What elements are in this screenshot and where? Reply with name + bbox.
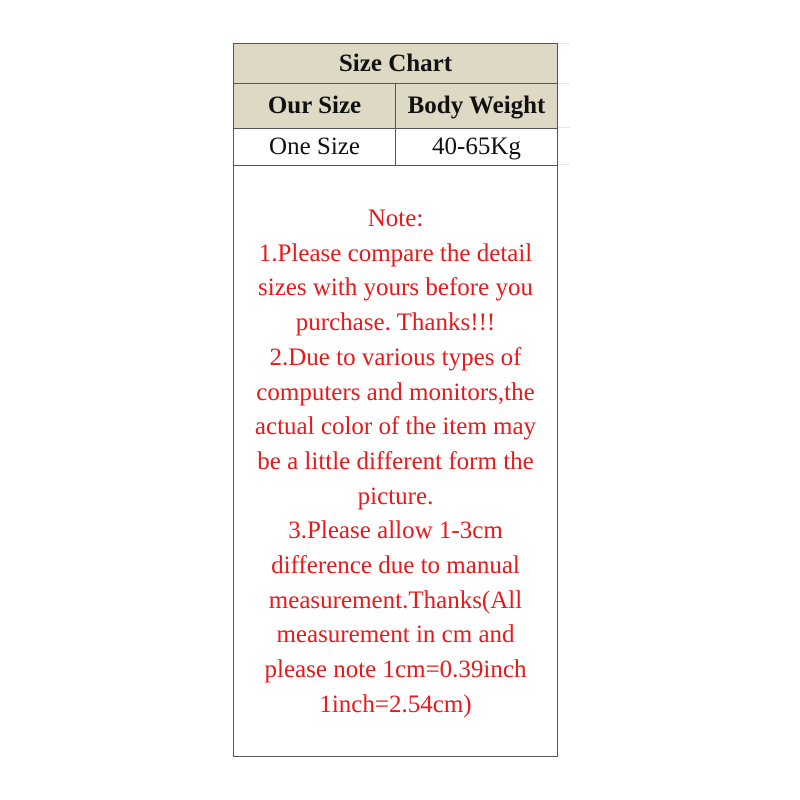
gridline — [558, 127, 570, 128]
note-line: 1inch=2.54cm) — [319, 690, 472, 718]
note-line: measurement.Thanks(All — [268, 586, 523, 614]
note-line: difference due to manual — [271, 552, 520, 580]
size-chart — [233, 43, 558, 757]
note-line: 2.Due to various types of — [269, 343, 522, 371]
note-line: be a little different form the — [257, 447, 534, 475]
header-row — [234, 84, 557, 129]
size-chart-title: Size Chart — [234, 44, 557, 84]
note-line: measurement in cm and — [276, 621, 515, 649]
cell-size: One Size — [234, 129, 396, 166]
note-block — [234, 202, 557, 723]
note-line: 1.Please compare the detail — [258, 239, 533, 267]
note-line: purchase. Thanks!!! — [295, 309, 496, 337]
column-header-our-size: Our Size — [234, 84, 396, 129]
note-line: Note: — [367, 205, 424, 232]
note-line: actual color of the item may — [254, 413, 537, 441]
note-line: sizes with yours before you — [258, 274, 533, 302]
note-line: computers and monitors,the — [256, 378, 535, 406]
gridline — [558, 83, 570, 84]
column-header-body-weight: Body Weight — [396, 84, 558, 129]
title-row — [234, 44, 557, 84]
gridline — [558, 43, 570, 44]
note-line: picture. — [357, 482, 434, 510]
table-row — [234, 129, 557, 166]
size-table — [234, 44, 557, 166]
gridline — [558, 164, 570, 165]
cell-body-weight: 40-65Kg — [396, 129, 558, 166]
note-line: 3.Please allow 1-3cm — [288, 517, 503, 545]
note-line: please note 1cm=0.39inch — [264, 656, 527, 684]
